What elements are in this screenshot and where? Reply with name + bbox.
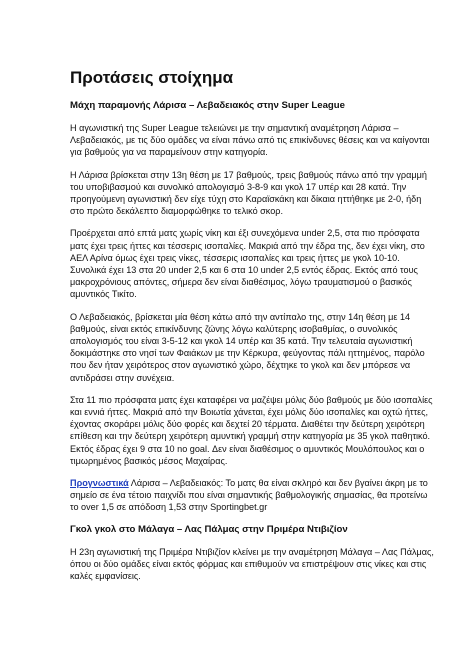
paragraph: Η 23η αγωνιστική της Πριμέρα Ντιβιζίον κλείνει με την αναμέτρηση Μάλαγα – Λας Πάλμας, όπου οι δύο ομάδες είναι εκτός φόρμας και επιθυμούν να επιστρέψουν στις νίκες και στις καλές εμφανίσεις. bbox=[70, 546, 434, 582]
paragraph: Η αγωνιστική της Super League τελειώνει με την σημαντική αναμέτρηση Λάρισα – Λεβαδειακός, με τις δύο ομάδες να είναι πάνω από τις επικίνδυνες θέσεις και να καίγονται για βαθμούς για να παραμείνουν στην κατηγορία. bbox=[70, 123, 430, 158]
prediction-text: Λάρισα – Λεβαδειακός: Το ματς θα είναι σκληρό και δεν βγαίνει άκρη με το σημείο σε ένα τέτοιο παιχνίδι που είναι σημαντικής βαθμολογικής σημασίας, θα προτείνω το over 1,5 σε απόδοση 1,53 στην Sportingbet.gr bbox=[70, 478, 428, 513]
paragraph: Ο Λεβαδειακός, βρίσκεται μία θέση κάτω από την αντίπαλο της, στην 14η θέση με 14 βαθμούς, είναι εκτός επικίνδυνης ζώνης λόγω καλύτερης ισοβαθμίας, ο συνολικός απολογισμός του είναι 3-5-12 και γκολ 14 υπέρ και 35 κατά. Την τελευταία αγωνιστική δοκιμάστηκε στο νησί των Φαιάκων με την Κέρκυρα, φεύγοντας πάλι ηττημένος, παρόλο που δεν ήταν χειρότερος στον αγωνιστικό χώρο, δέχτηκε το γκολ και δεν μπόρεσε να αντιδράσει στην συνέχεια. bbox=[70, 311, 425, 383]
paragraph: Προέρχεται από επτά ματς χωρίς νίκη και έξι συνεχόμενα under 2,5, στα πιο πρόσφατα ματς έχει τρεις ήττες και τέσσερις ισοπαλίες. Μακριά από την έδρα της, δεν έχει νίκη, στο ΑΕΛ Αρίνα όμως έχει τρεις νίκες, τέσσερις ισοπαλίες και τρεις ήττες με γκολ 10-10. Συνολικά έχει 13 στα 20 under 2,5 και 6 στα 10 under 2,5 εντός έδρας. Εκτός από τους μακροχρόνιους απόντες, σήμερα δεν είναι διαθέσιμος, λόγω τραυματισμού ο βασικός αμυντικός Τικίτο. bbox=[70, 228, 425, 300]
predictions-link[interactable]: Προγνωστικά bbox=[70, 478, 129, 489]
page-title: Προτάσεις στοίχημα bbox=[70, 68, 234, 87]
section-heading-malaga-las-palmas: Γκολ γκολ στο Μάλαγα – Λας Πάλμας στην Πριμέρα Ντιβιζίον bbox=[70, 523, 348, 535]
section-heading-larisa-levadiakos: Μάχη παραμονής Λάρισα – Λεβαδειακός στην Super League bbox=[70, 100, 345, 111]
prediction-paragraph bbox=[70, 477, 434, 514]
paragraph: Στα 11 πιο πρόσφατα ματς έχει καταφέρει να μαζέψει μόλις δύο βαθμούς με δύο ισοπαλίες και εννιά ήττες. Μακριά από την Βοιωτία χάνεται, έχει μόλις δύο ισοπαλίες και οχτώ ήττες, έχοντας σκοράρει μόλις δύο φορές και δεχτεί 20 τέρματα. Διαθέτει την δεύτερη χειρότερη επίθεση και την δεύτερη χειρότερη αμυντική γραμμή στην κατηγορία με 35 γκολ παθητικό. Εκτός έδρας έχει 9 στα 10 no goal. Δεν είναι διαθέσιμος ο αμυντικός Μουλόπουλος και ο τιμωρημένος βασικός μέσος Μαχαίρας. bbox=[70, 394, 433, 466]
paragraph: Η Λάρισα βρίσκεται στην 13η θέση με 17 βαθμούς, τρεις βαθμούς πάνω από την γραμμή του υποβιβασμού και συνολικό απολογισμό 3-8-9 και γκολ 17 υπέρ και 28 κατά. Την προηγούμενη αγωνιστική δεν είχε τύχη στο Καραϊσκάκη και δίκαια ηττήθηκε με 2-0, ήδη στο πρώτο δεκάλεπτο διαμορφώθηκε το τελικό σκορ. bbox=[70, 169, 427, 217]
